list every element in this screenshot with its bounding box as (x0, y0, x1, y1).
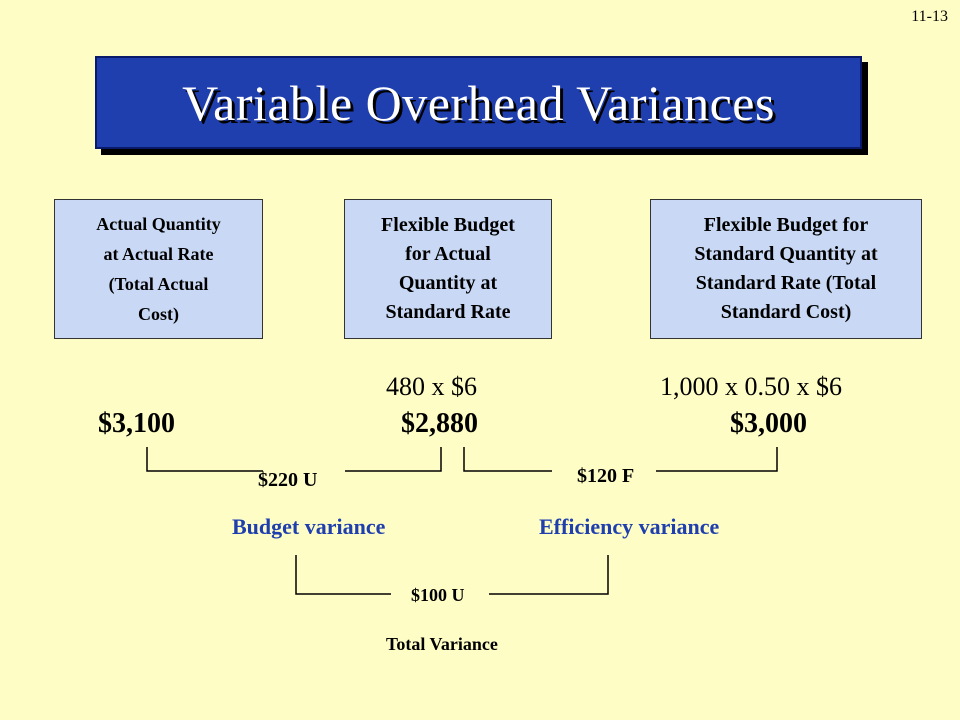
header-line: at Actual Rate (103, 244, 214, 264)
budget-variance-label: Budget variance (232, 514, 386, 539)
header-line: for Actual (405, 243, 491, 265)
efficiency-variance-amount: $120 F (577, 465, 635, 487)
total-bracket (296, 555, 391, 594)
page-title: Variable Overhead Variances (182, 74, 775, 131)
efficiency-bracket-right (656, 447, 777, 471)
amount-flexible-actual: $2,880 (401, 408, 478, 439)
total-variance-label: Total Variance (386, 634, 498, 654)
budget-variance-amount: $220 U (258, 469, 318, 491)
amount-actual-cost: $3,100 (98, 408, 175, 439)
calc-actual-quantity: 480 x $6 (386, 372, 477, 401)
efficiency-bracket (464, 447, 552, 471)
calc-standard-quantity: 1,000 x 0.50 x $6 (660, 372, 842, 401)
efficiency-variance-label: Efficiency variance (539, 514, 720, 539)
header-line: Standard Rate (Total (695, 272, 877, 294)
header-line: Standard Cost) (720, 301, 852, 323)
slide-number: 11-13 (911, 8, 948, 25)
budget-bracket-right (345, 447, 441, 471)
total-bracket-right (489, 555, 608, 594)
budget-bracket (147, 447, 263, 471)
header-line: Standard Quantity at (694, 243, 878, 265)
amount-standard-cost: $3,000 (730, 408, 807, 439)
total-variance-amount: $100 U (411, 585, 465, 605)
header-line: Flexible Budget (381, 214, 515, 236)
header-line: Actual Quantity (96, 214, 221, 234)
header-line: Cost) (137, 304, 179, 324)
header-line: Flexible Budget for (703, 214, 869, 236)
header-line: Standard Rate (385, 301, 511, 323)
header-line: (Total Actual (108, 274, 209, 294)
header-line: Quantity at (398, 272, 498, 294)
